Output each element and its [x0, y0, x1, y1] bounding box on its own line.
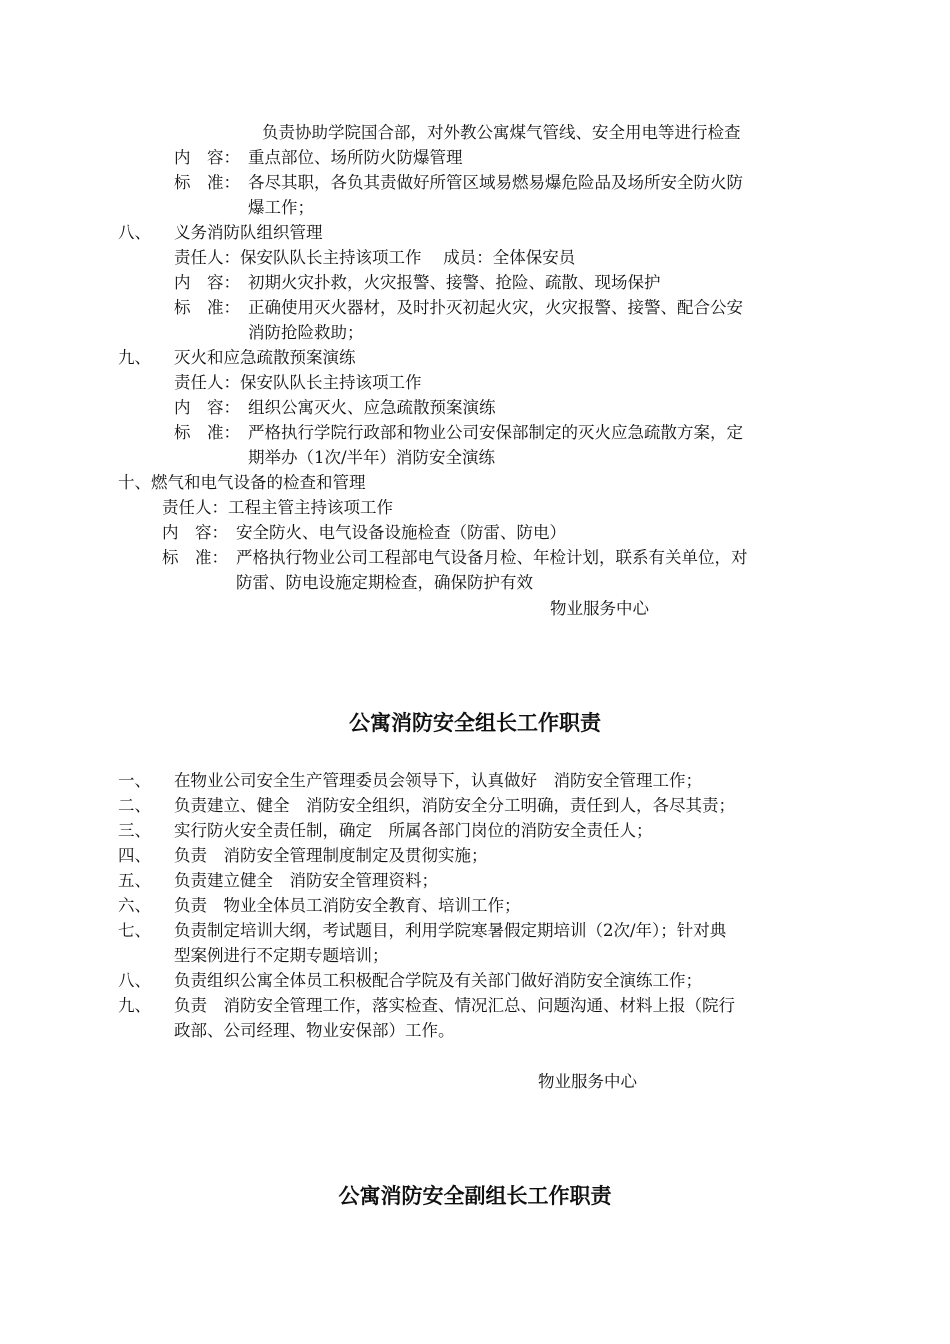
- label-standard: 标 准：: [162, 548, 228, 567]
- list-item: 负责制定培训大纲，考试题目，利用学院寒暑假定期培训（2次/年）；针对典: [174, 921, 727, 940]
- section-title: 公寓消防安全副组长工作职责: [338, 1184, 612, 1208]
- label-content: 内 容：: [174, 148, 240, 167]
- text-line: 初期火灾扑救，火灾报警、接警、抢险、疏散、现场保护: [248, 273, 661, 292]
- text-line: 重点部位、场所防火防爆管理: [248, 148, 463, 167]
- list-item: 负责建立、健全 消防安全组织，消防安全分工明确，责任到人，各尽其责；: [174, 796, 735, 815]
- item-number: 九、: [118, 996, 151, 1015]
- item-heading: 义务消防队组织管理: [174, 223, 323, 242]
- label-standard: 标 准：: [174, 423, 240, 442]
- text-line: 严格执行物业公司工程部电气设备月检、年检计划，联系有关单位，对: [236, 548, 748, 567]
- text-line: 责任人：保安队队长主持该项工作 成员：全体保安员: [174, 248, 576, 267]
- item-number: 一、: [118, 771, 151, 790]
- text-line: 防雷、防电设施定期检查，确保防护有效: [236, 573, 533, 592]
- text-line: 爆工作；: [248, 198, 314, 217]
- text-line: 责任人：保安队队长主持该项工作: [174, 373, 422, 392]
- list-item: 负责 物业全体员工消防安全教育、培训工作；: [174, 896, 521, 915]
- item-heading: 十、燃气和电气设备的检查和管理: [118, 473, 366, 492]
- text-line: 消防抢险救助；: [248, 323, 364, 342]
- list-item: 负责 消防安全管理工作，落实检查、情况汇总、问题沟通、材料上报（院行: [174, 996, 735, 1015]
- item-number: 九、: [118, 348, 151, 367]
- list-item: 负责 消防安全管理制度制定及贯彻实施；: [174, 846, 488, 865]
- item-number: 八、: [118, 971, 151, 990]
- text-line: 各尽其职，各负其责做好所管区域易燃易爆危险品及场所安全防火防: [248, 173, 743, 192]
- list-item: 在物业公司安全生产管理委员会领导下，认真做好 消防安全管理工作；: [174, 771, 702, 790]
- text-line: 安全防火、电气设备设施检查（防雷、防电）: [236, 523, 566, 542]
- signature: 物业服务中心: [550, 599, 649, 618]
- text-line: 正确使用灭火器材，及时扑灭初起火灾，火灾报警、接警、配合公安: [248, 298, 743, 317]
- section-title: 公寓消防安全组长工作职责: [349, 711, 601, 735]
- list-item-continued: 政部、公司经理、物业安保部）工作。: [174, 1021, 455, 1040]
- label-standard: 标 准：: [174, 298, 240, 317]
- text-line: 责任人：工程主管主持该项工作: [162, 498, 393, 517]
- item-number: 四、: [118, 846, 151, 865]
- list-item: 负责建立健全 消防安全管理资料；: [174, 871, 438, 890]
- signature: 物业服务中心: [538, 1072, 637, 1091]
- item-number: 三、: [118, 821, 151, 840]
- label-content: 内 容：: [174, 398, 240, 417]
- list-item: 负责组织公寓全体员工积极配合学院及有关部门做好消防安全演练工作；: [174, 971, 702, 990]
- text-line: 负责协助学院国合部，对外教公寓煤气管线、安全用电等进行检查: [262, 123, 741, 142]
- item-number: 五、: [118, 871, 151, 890]
- label-standard: 标 准：: [174, 173, 240, 192]
- item-heading: 灭火和应急疏散预案演练: [174, 348, 356, 367]
- item-number: 八、: [118, 223, 151, 242]
- text-line: 严格执行学院行政部和物业公司安保部制定的灭火应急疏散方案，定: [248, 423, 743, 442]
- label-content: 内 容：: [174, 273, 240, 292]
- item-number: 六、: [118, 896, 151, 915]
- text-line: 组织公寓灭火、应急疏散预案演练: [248, 398, 496, 417]
- list-item-continued: 型案例进行不定期专题培训；: [174, 946, 389, 965]
- text-line: 期举办（1次/半年）消防安全演练: [248, 448, 496, 467]
- label-content: 内 容：: [162, 523, 228, 542]
- item-number: 二、: [118, 796, 151, 815]
- item-number: 七、: [118, 921, 151, 940]
- list-item: 实行防火安全责任制，确定 所属各部门岗位的消防安全责任人；: [174, 821, 653, 840]
